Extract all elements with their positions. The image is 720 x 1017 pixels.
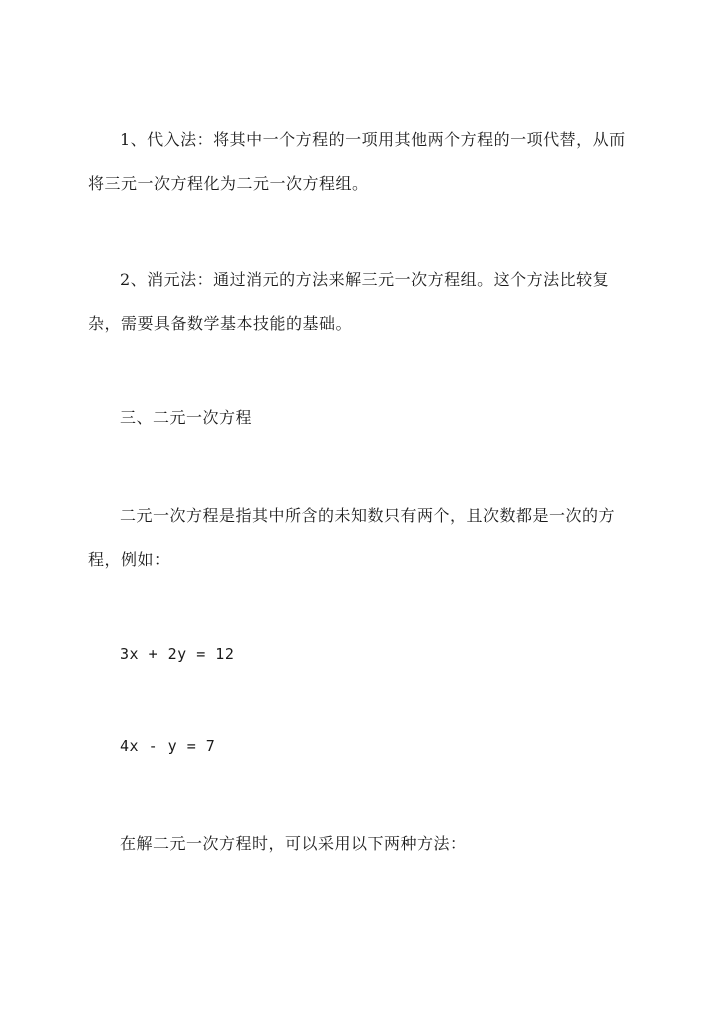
paragraph-solution-intro: 在解二元一次方程时，可以采用以下两种方法： — [120, 834, 467, 853]
section-heading: 三、二元一次方程 — [120, 408, 253, 427]
paragraph-substitution-method: 1、代入法：将其中一个方程的一项用其他两个方程的一项代替，从而将三元一次方程化为二元一次方程组。 — [88, 130, 626, 193]
paragraph-definition: 二元一次方程是指其中所含的未知数只有两个，且次数都是一次的方程，例如： — [88, 506, 616, 569]
equation-2: 4x - y = 7 — [120, 737, 216, 755]
equation-1: 3x + 2y = 12 — [120, 645, 235, 663]
paragraph-elimination-method: 2、消元法：通过消元的方法来解三元一次方程组。这个方法比较复杂，需要具备数学基本技能的基础。 — [88, 270, 610, 333]
